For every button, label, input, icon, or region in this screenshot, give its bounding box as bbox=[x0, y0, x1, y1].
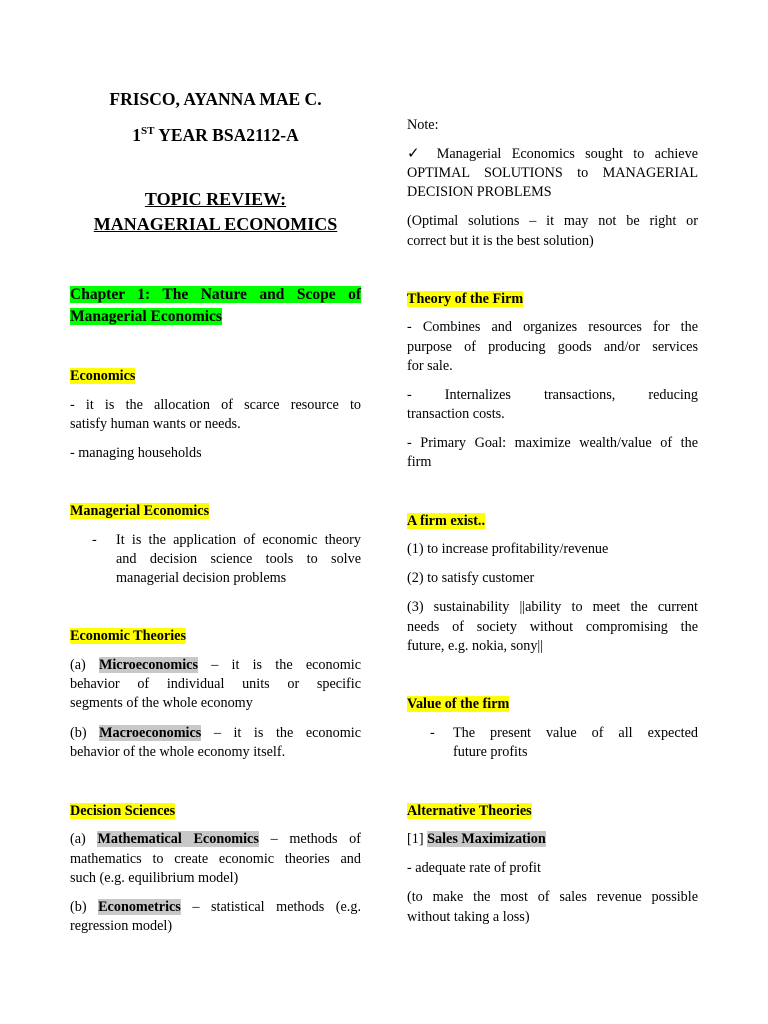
firm-p3-line1: - Primary Goal: maximize wealth/value of the bbox=[407, 435, 698, 451]
chapter-heading-line2: Managerial Economics bbox=[70, 308, 222, 325]
decision-heading bbox=[70, 802, 175, 821]
micro-line1 bbox=[70, 656, 361, 675]
econometrics-prefix: (b) bbox=[70, 899, 99, 915]
macro-term: Macroeconomics bbox=[99, 725, 202, 741]
value-line1: The present value of all expected bbox=[453, 725, 698, 741]
macro-line2: behavior of the whole economy itself. bbox=[70, 744, 286, 760]
macro-line1 bbox=[70, 724, 361, 743]
managerial-line1: It is the application of economic theory bbox=[116, 532, 361, 548]
firm-p2-line1: - Internalizes transactions, reducing bbox=[407, 387, 698, 403]
econometrics-rest: – statistical methods (e.g. bbox=[180, 899, 361, 915]
exist-item-3-line3: future, e.g. nokia, sony|| bbox=[407, 638, 544, 654]
micro-prefix: (a) bbox=[70, 657, 99, 673]
macro-rest: – it is the economic bbox=[201, 725, 361, 741]
author-name: FRISCO, AYANNA MAE C. bbox=[109, 89, 322, 109]
alt-item-term: Sales Maximization bbox=[427, 831, 546, 847]
exist-item-3-line1: (3) sustainability ||ability to meet the current bbox=[407, 599, 698, 615]
value-heading bbox=[407, 695, 509, 714]
managerial-dash: - bbox=[92, 532, 97, 548]
alt-item-1 bbox=[407, 830, 546, 849]
firm-p1-line2: purpose of producing goods and/or services bbox=[407, 339, 698, 355]
chapter-heading-line1: Chapter 1: The Nature and Scope of bbox=[70, 286, 361, 303]
macro-prefix: (b) bbox=[70, 725, 100, 741]
math-econ-prefix: (a) bbox=[70, 831, 98, 847]
micro-line2: behavior of individual units or specific bbox=[70, 676, 361, 692]
note-line2: OPTIMAL SOLUTIONS to MANAGERIAL bbox=[407, 165, 698, 181]
exist-item-2: (2) to satisfy customer bbox=[407, 570, 535, 586]
econometrics-line1 bbox=[70, 898, 361, 917]
firm-p2-line2: transaction costs. bbox=[407, 406, 505, 422]
micro-rest: – it is the economic bbox=[197, 657, 361, 673]
alt-profit-line: - adequate rate of profit bbox=[407, 860, 541, 876]
year-number: 1 bbox=[132, 125, 142, 145]
managerial-heading bbox=[70, 502, 209, 521]
managerial-line3: managerial decision problems bbox=[116, 570, 287, 586]
note-line3: DECISION PROBLEMS bbox=[407, 184, 552, 200]
econometrics-term: Econometrics bbox=[98, 899, 181, 915]
economics-def-line1: - it is the allocation of scarce resource to bbox=[70, 397, 361, 413]
exist-heading-text: A firm exist.. bbox=[407, 513, 486, 529]
firm-heading-text: Theory of the Firm bbox=[407, 291, 524, 307]
economics-def-households: - managing households bbox=[70, 445, 202, 461]
math-econ-line1 bbox=[70, 830, 361, 849]
chapter-heading-line2-wrap bbox=[70, 306, 222, 328]
year-section: YEAR BSA2112-A bbox=[158, 125, 299, 145]
micro-term: Microeconomics bbox=[98, 657, 198, 673]
decision-heading-text: Decision Sciences bbox=[70, 803, 176, 819]
theories-heading-text: Economic Theories bbox=[70, 628, 186, 644]
economics-def-line2: satisfy human wants or needs. bbox=[70, 416, 241, 432]
math-econ-term: Mathematical Economics bbox=[97, 831, 259, 847]
optimal-paren-line2: correct but it is the best solution) bbox=[407, 233, 594, 249]
firm-heading bbox=[407, 290, 523, 309]
checkmark-icon: ✓ bbox=[407, 144, 427, 162]
topic-title-line1: TOPIC REVIEW: bbox=[144, 189, 287, 209]
managerial-line2: and decision science tools to solve bbox=[116, 551, 361, 567]
alt-heading bbox=[407, 802, 532, 821]
firm-p1-line3: for sale. bbox=[407, 358, 453, 374]
firm-p3-line2: firm bbox=[407, 454, 432, 470]
theories-heading bbox=[70, 627, 186, 646]
value-heading-text: Value of the firm bbox=[407, 696, 510, 712]
firm-p1-line1: - Combines and organizes resources for the bbox=[407, 319, 698, 335]
alt-paren-line1: (to make the most of sales revenue possible bbox=[407, 889, 698, 905]
exist-item-1: (1) to increase profitability/revenue bbox=[407, 541, 609, 557]
alt-paren-line2: without taking a loss) bbox=[407, 909, 530, 925]
year-superscript: ST bbox=[141, 125, 155, 138]
math-econ-line2: mathematics to create economic theories and bbox=[70, 851, 361, 867]
economics-heading bbox=[70, 367, 135, 386]
exist-item-3-line2: needs of society without compromising the bbox=[407, 619, 698, 635]
economics-heading-text: Economics bbox=[70, 368, 136, 384]
optimal-paren-line1: (Optimal solutions – it may not be right or bbox=[407, 213, 698, 229]
author-year-section bbox=[70, 126, 361, 145]
note-label: Note: bbox=[407, 117, 439, 133]
value-dash: - bbox=[430, 725, 435, 741]
value-line2: future profits bbox=[453, 744, 528, 760]
micro-line3: segments of the whole economy bbox=[70, 695, 253, 711]
math-econ-line3: such (e.g. equilibrium model) bbox=[70, 870, 239, 886]
exist-heading bbox=[407, 512, 485, 531]
alt-item-prefix: [1] bbox=[407, 831, 428, 847]
note-line1 bbox=[407, 144, 698, 164]
math-econ-rest: – methods of bbox=[258, 831, 361, 847]
alt-heading-text: Alternative Theories bbox=[407, 803, 532, 819]
econometrics-line2: regression model) bbox=[70, 918, 173, 934]
chapter-heading bbox=[70, 284, 361, 306]
topic-title-line2: MANAGERIAL ECONOMICS bbox=[93, 214, 338, 234]
note-line1-text: Managerial Economics sought to achieve bbox=[426, 146, 698, 162]
managerial-heading-text: Managerial Economics bbox=[70, 503, 210, 519]
